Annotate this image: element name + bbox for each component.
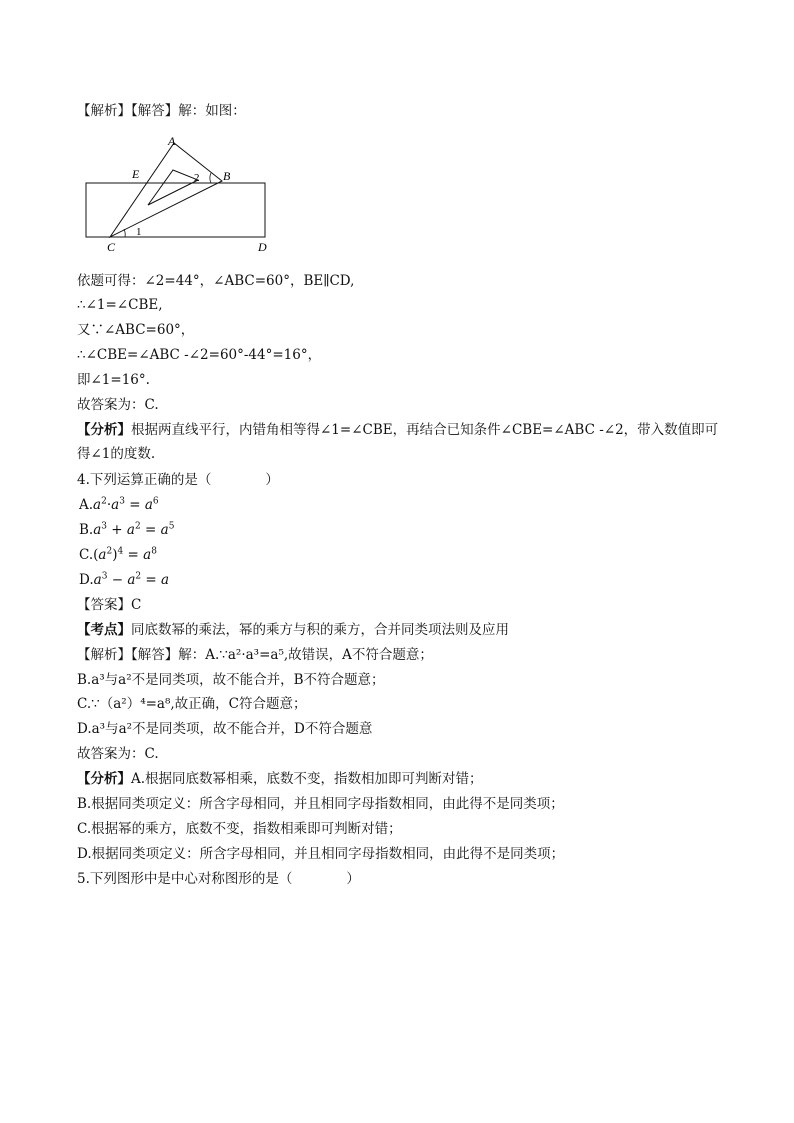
option-a [79, 496, 159, 514]
option-a-exp1: 2 [101, 496, 107, 507]
option-b-base2: a [126, 522, 135, 538]
option-c-exp1: 2 [106, 546, 113, 557]
label-A: A [168, 134, 176, 148]
option-b-base1: a [93, 522, 102, 538]
option-d-base3: a [161, 572, 170, 588]
option-d [79, 571, 169, 589]
analysis-tag: 【分析】 [77, 422, 131, 438]
option-d-base2: a [127, 572, 136, 588]
option-c-exp3: 8 [151, 546, 157, 557]
option-c-exp2: 4 [117, 546, 124, 557]
option-b-exp1: 3 [101, 521, 108, 532]
option-b-eq: = [140, 522, 161, 538]
analysis-text: 根据两直线平行，内错角相等得∠1=∠CBE，再结合已知条件∠CBE=∠ABC -∠2，带入数值即可得∠1的度数. [77, 422, 719, 462]
solution-q4-c: C.∵（a²）⁴=a⁸,故正确，C符合题意； [77, 696, 307, 712]
analysis4-a: A.根据同底数幂相乘，底数不变，指数相加即可判断对错； [131, 771, 483, 787]
geometry-figure [80, 132, 280, 257]
option-c-eq: = [123, 547, 144, 563]
option-a-eq: = [124, 497, 145, 513]
option-d-label: D. [79, 572, 94, 588]
option-b-base3: a [160, 522, 169, 538]
option-b-label: B. [79, 522, 94, 538]
option-c-open: ( [93, 547, 99, 563]
triangle-outer [110, 143, 222, 237]
option-d-eq: = [141, 572, 162, 588]
option-b-plus: + [107, 522, 127, 538]
option-c-close: ) [112, 547, 118, 563]
solution-intro: 【解析】【解答】解：如图： [77, 103, 246, 119]
option-d-exp2: 2 [135, 571, 142, 582]
answer-is-q4: 故答案为：C. [77, 746, 159, 762]
option-a-base2: a [111, 497, 120, 513]
kaodian-tag: 【考点】 [77, 622, 131, 638]
solution-q4-b: B.a³与a²不是同类项，故不能合并，B不符合题意； [77, 672, 385, 688]
option-a-dot: · [106, 497, 112, 513]
given-line: 依题可得：∠2=44°，∠ABC=60°，BE∥CD, [77, 273, 355, 289]
option-b-exp3: 5 [168, 521, 175, 532]
analysis4-tag: 【分析】 [77, 771, 131, 787]
option-a-base3: a [144, 497, 153, 513]
solution-q4-a: 【解析】【解答】解：A.∵a²·a³=a⁵,故错误，A不符合题意； [77, 647, 433, 663]
option-c [79, 546, 157, 564]
question-4: 4.下列运算正确的是（ ） [77, 472, 279, 488]
analysis-q4-a-line [77, 770, 483, 788]
label-C: C [107, 240, 116, 254]
analysis-q3 [77, 418, 727, 466]
option-c-label: C. [79, 547, 94, 563]
answer-line-q3: 故答案为：C. [77, 397, 159, 413]
option-a-label: A. [79, 497, 94, 513]
question-5: 5.下列图形中是中心对称图形的是（ ） [77, 871, 360, 887]
label-2: 2 [194, 172, 200, 184]
option-a-base1: a [93, 497, 102, 513]
option-c-base1: a [98, 547, 107, 563]
therefore-line-1: ∴∠1=∠CBE, [77, 297, 163, 313]
kaodian-text: 同底数幂的乘法，幂的乘方与积的乘方，合并同类项法则及应用 [131, 622, 509, 638]
analysis-q4-c: C.根据幂的乘方，底数不变，指数相乘即可判断对错； [77, 821, 402, 837]
answer-q4: 【答案】C [77, 597, 142, 613]
option-d-exp1: 3 [101, 571, 108, 582]
label-D: D [258, 240, 267, 254]
label-E: E [132, 167, 140, 181]
option-d-minus: − [107, 572, 128, 588]
analysis-q4-d: D.根据同类项定义：所含字母相同，并且相同字母指数相同，由此得不是同类项； [77, 846, 565, 862]
option-b [79, 521, 174, 539]
option-b-exp2: 2 [134, 521, 141, 532]
label-1: 1 [136, 226, 142, 238]
analysis-q4-b: B.根据同类项定义：所含字母相同，并且相同字母指数相同，由此得不是同类项； [77, 796, 564, 812]
result-line: 即∠1=16°. [77, 372, 150, 388]
kaodian-q4 [77, 621, 509, 639]
option-a-exp2: 3 [119, 496, 125, 507]
label-B: B [223, 169, 231, 183]
solution-q4-d: D.a³与a²不是同类项，故不能合并，D不符合题意 [77, 721, 373, 737]
option-c-base2: a [143, 547, 152, 563]
option-d-base1: a [93, 572, 102, 588]
angle-1-arc [124, 229, 125, 237]
also-line: 又∵∠ABC=60°， [77, 322, 195, 338]
option-a-exp3: 6 [152, 496, 159, 507]
therefore-line-2: ∴∠CBE=∠ABC -∠2=60°-44°=16°， [77, 347, 322, 363]
